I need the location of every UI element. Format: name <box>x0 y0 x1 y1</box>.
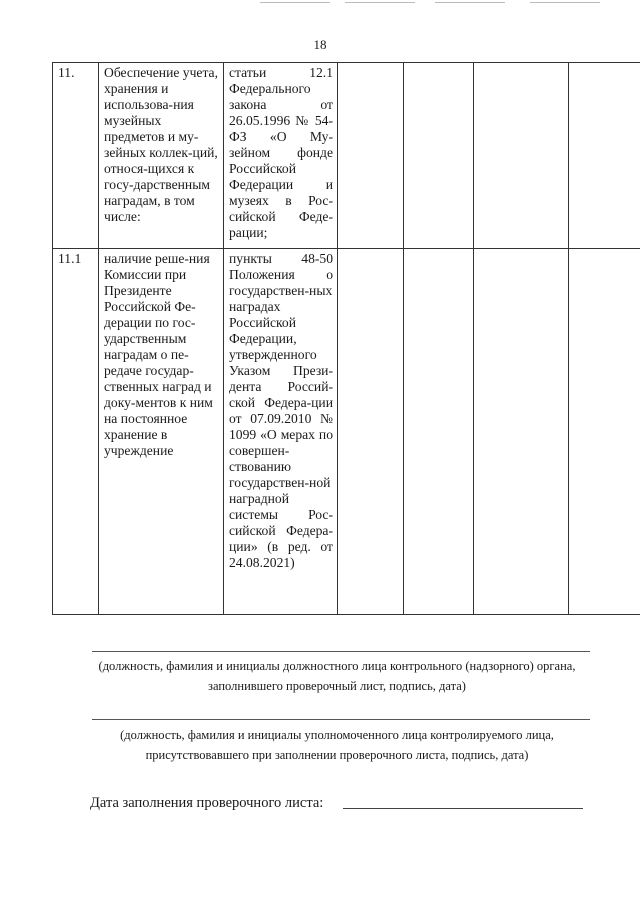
row-number: 11.1 <box>53 249 99 615</box>
note-cell[interactable] <box>569 63 640 249</box>
controlled-person-signature-line[interactable] <box>92 719 590 720</box>
completion-date-line[interactable] <box>343 808 583 809</box>
table-row <box>53 249 640 615</box>
answer-no-cell[interactable] <box>404 63 474 249</box>
scan-top-edge <box>0 0 640 6</box>
answer-not-applicable-cell[interactable] <box>474 63 569 249</box>
answer-no-cell[interactable] <box>404 249 474 615</box>
inspector-signature-line[interactable] <box>92 651 590 652</box>
completion-date-label: Дата заполнения проверочного листа: <box>90 795 324 811</box>
inspector-signature-caption: (должность, фамилия и инициалы должностного лица контрольного (надзорного) органа, заполнившего проверочный лист, подпись, дата) <box>98 659 576 693</box>
legal-basis-cell: статьи 12.1 Федерального закона от 26.05.1996 № 54-ФЗ «О Му-зейном фонде Российской Федерации и музеях в Рос-сийской Феде-рации; <box>224 63 338 249</box>
controlled-person-signature-caption: (должность, фамилия и инициалы уполномоченного лица контролируемого лица, присутствовавшего при заполнении проверочного листа, подпись, дата) <box>120 728 554 762</box>
requirement-cell: наличие реше-ния Комиссии при Президенте Российской Фе-дерации по гос-ударственным наградам о пе-редаче государ-ственных наград и доку-ментов к ним на постоянное хранение в учреждение <box>99 249 224 615</box>
answer-yes-cell[interactable] <box>338 249 404 615</box>
row-number: 11. <box>53 63 99 249</box>
answer-not-applicable-cell[interactable] <box>474 249 569 615</box>
legal-basis-cell: пункты 48-50 Положения о государствен-ных наградах Российской Федерации, утвержденного Указом Прези-дента Россий-ской Федера-ции от 07.09.2010 № 1099 «О мерах по совершен-ствованию государствен-ной наградной системы Рос-сийской Федера-ции» (в ред. от 24.08.2021) <box>224 249 338 615</box>
note-cell[interactable] <box>569 249 640 615</box>
page-number: 18 <box>313 37 327 52</box>
table-row <box>53 63 640 249</box>
answer-yes-cell[interactable] <box>338 63 404 249</box>
checklist-table <box>52 62 640 615</box>
requirement-cell: Обеспечение учета, хранения и использова-ния музейных предметов и му-зейных коллек-ций, относя-щихся к госу-дарственным наградам, в том числе: <box>99 63 224 249</box>
